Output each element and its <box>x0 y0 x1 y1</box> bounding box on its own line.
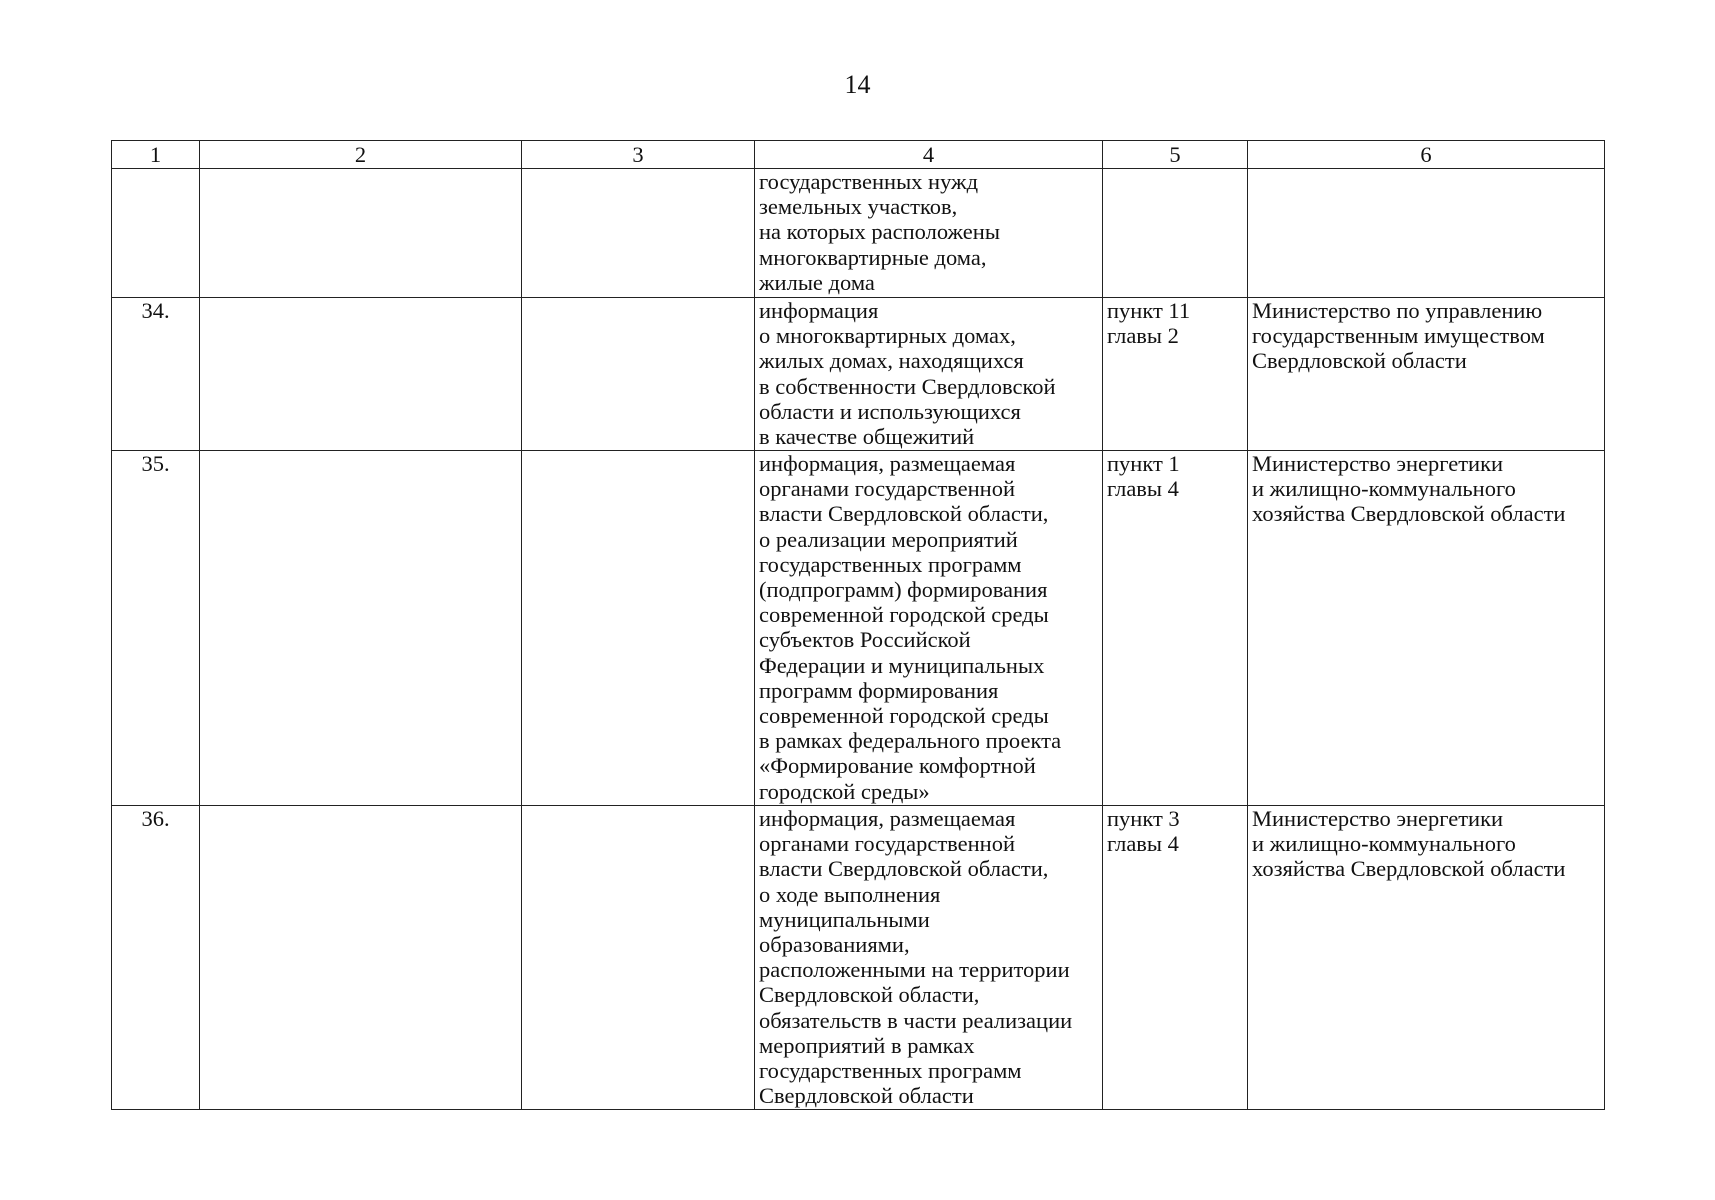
table-row <box>112 451 1605 806</box>
responsible-body-cell: Министерство по управлению государственным имуществом Свердловской области <box>1248 298 1605 451</box>
document-table <box>111 140 1605 1110</box>
page-number: 14 <box>844 70 871 99</box>
responsible-body-cell: Министерство энергетики и жилищно-коммунального хозяйства Свердловской области <box>1248 806 1605 1110</box>
responsible-body-cell: Министерство энергетики и жилищно-коммунального хозяйства Свердловской области <box>1248 451 1605 806</box>
table-row-continuation <box>112 169 1605 298</box>
header-cell-1: 1 <box>112 141 200 169</box>
table-cell-col2 <box>200 451 522 806</box>
row-number-cell: 35. <box>112 451 200 806</box>
table-cell-col3 <box>522 298 755 451</box>
responsible-body-cell <box>1248 169 1605 298</box>
header-cell-5: 5 <box>1103 141 1248 169</box>
header-cell-4: 4 <box>755 141 1103 169</box>
table-row <box>112 806 1605 1110</box>
information-description-cell: информация, размещаемая органами государственной власти Свердловской области, о реализации мероприятий государственных программ (подпрограмм) формирования современной городской среды субъектов Российской Федерации и муниципальных программ формирования современной городской среды в рамках федерального проекта «Формирование комфортной городской среды» <box>755 451 1103 806</box>
header-cell-3: 3 <box>522 141 755 169</box>
table-header-row <box>112 141 1605 169</box>
row-number-cell: 36. <box>112 806 200 1110</box>
row-number-cell: 34. <box>112 298 200 451</box>
table-cell-col3 <box>522 451 755 806</box>
regulation-reference-cell <box>1103 169 1248 298</box>
header-cell-6: 6 <box>1248 141 1605 169</box>
table-cell-col3 <box>522 169 755 298</box>
table-cell-col2 <box>200 298 522 451</box>
table-cell-col2 <box>200 169 522 298</box>
regulation-reference-cell: пункт 3 главы 4 <box>1103 806 1248 1110</box>
information-description-cell: государственных нужд земельных участков, на которых расположены многоквартирные дома, жилые дома <box>755 169 1103 298</box>
regulation-reference-cell: пункт 1 главы 4 <box>1103 451 1248 806</box>
regulation-reference-cell: пункт 11 главы 2 <box>1103 298 1248 451</box>
information-description-cell: информация о многоквартирных домах, жилых домах, находящихся в собственности Свердловской области и использующихся в качестве общежитий <box>755 298 1103 451</box>
table-row <box>112 298 1605 451</box>
information-description-cell: информация, размещаемая органами государственной власти Свердловской области, о ходе выполнения муниципальными образованиями, расположенными на территории Свердловской области, обязательств в части реализации мероприятий в рамках государственных программ Свердловской области <box>755 806 1103 1110</box>
row-number-cell <box>112 169 200 298</box>
table-cell-col2 <box>200 806 522 1110</box>
header-cell-2: 2 <box>200 141 522 169</box>
table-cell-col3 <box>522 806 755 1110</box>
